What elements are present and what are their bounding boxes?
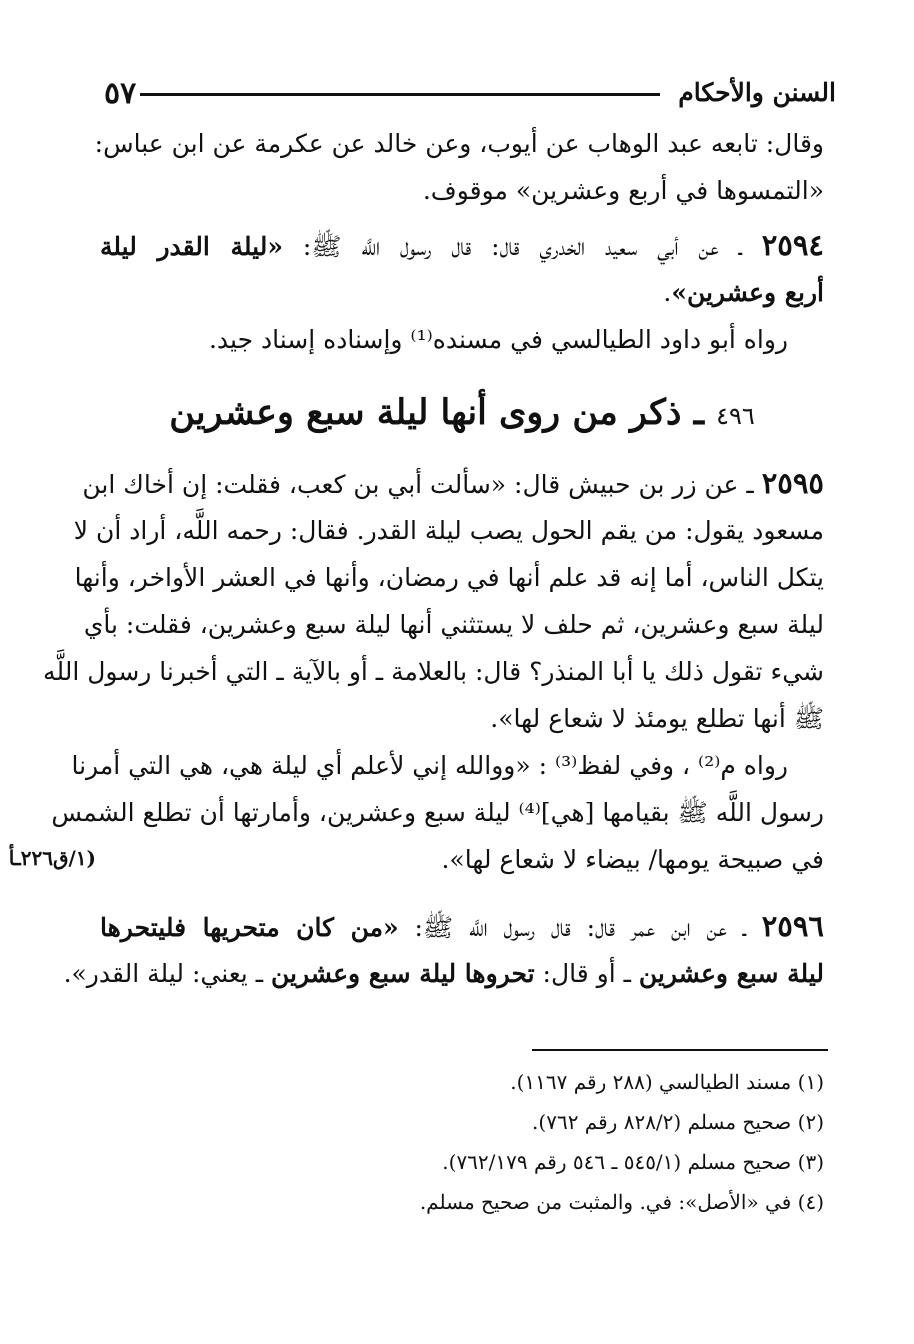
page-number: ٥٧ bbox=[104, 76, 137, 111]
text-line bbox=[100, 269, 824, 316]
hadith-text: ـ عن أبي سعيد الخدري قال: قال رسول اللَّه ﷺ: bbox=[282, 232, 762, 261]
chapter-title: ـ ذكر من روى أنها ليلة سبع وعشرين bbox=[169, 392, 717, 433]
text-line: ﷺ أنها تطلع يومئذ لا شعاع لها». bbox=[490, 704, 824, 733]
hadith-text: . bbox=[663, 278, 672, 307]
takhrij-line: رواه أبو داود الطيالسي في مسنده⁽¹⁾ وإسناده إسناد جيد. bbox=[208, 325, 788, 354]
footnote: (١) مسند الطيالسي (٢٨٨ رقم ١١٦٧). bbox=[510, 1070, 824, 1094]
hadith-number: ٢٥٩٦ bbox=[761, 909, 824, 943]
chapter-number: ٤٩٦ bbox=[716, 402, 755, 430]
text-line: ليلة سبع وعشرين، ثم حلف لا يستثني أنها ليلة سبع وعشرين، فقلت: بأي bbox=[83, 610, 824, 639]
hadith-2594 bbox=[100, 222, 824, 363]
hadith-text: ـ عن زر بن حبيش قال: «سألت أبي بن كعب، فقلت: إن أخاك ابن bbox=[82, 470, 762, 499]
hadith-2596 bbox=[63, 903, 824, 997]
text-line: مسعود يقول: من يقم الحول يصب ليلة القدر. فقال: رحمه اللَّه، أراد أن لا bbox=[73, 516, 824, 545]
hadith-number: ٢٥٩٥ bbox=[761, 466, 824, 500]
running-header bbox=[98, 74, 836, 114]
hadith-matn: «ليلة القدر ليلة bbox=[100, 232, 283, 261]
book-title: السنن والأحكام bbox=[678, 78, 836, 107]
text-line bbox=[100, 903, 824, 950]
hadith-matn: تحروها ليلة سبع وعشرين bbox=[270, 959, 535, 988]
paragraph-continuation bbox=[94, 120, 824, 214]
hadith-matn: أربع وعشرين» bbox=[671, 278, 824, 307]
footnote: (٣) صحيح مسلم (٥٤٥/١ ـ ٥٤٦ رقم ٧٦٢/١٧٩). bbox=[442, 1150, 824, 1174]
text-line bbox=[100, 222, 824, 269]
chapter-heading bbox=[100, 388, 824, 441]
text-line: شيء تقول ذلك يا أبا المنذر؟ قال: بالعلامة ـ أو بالآية ـ التي أخبرنا رسول اللَّه bbox=[43, 657, 824, 686]
text-line: «التمسوها في أربع وعشرين» موقوف. bbox=[422, 176, 824, 205]
footnotes bbox=[420, 1062, 824, 1222]
text-line bbox=[63, 950, 824, 997]
hadith-text: ـ عن ابن عمر قال: قال رسول اللَّه ﷺ: bbox=[398, 913, 762, 942]
text-line: يتكل الناس، أما إنه قد علم أنها في رمضان، وأنها في العشر الأواخر، وأنها bbox=[74, 563, 824, 592]
riwaya-line: رواه م⁽²⁾ ، وفي لفظ⁽³⁾ : «ووالله إني لأعلم أي ليلة هي، هي التي أمرنا bbox=[71, 751, 788, 780]
hadith-matn: ليلة سبع وعشرين bbox=[638, 959, 824, 988]
text-line bbox=[82, 460, 824, 507]
footnote-separator bbox=[532, 1049, 828, 1051]
hadith-matn: «من كان متحريها فليتحرها bbox=[100, 913, 399, 942]
hadith-number: ٢٥٩٤ bbox=[761, 228, 824, 262]
hadith-text: ـ أو قال: bbox=[534, 959, 639, 988]
text-line: وقال: تابعه عبد الوهاب عن أيوب، وعن خالد عن عكرمة عن ابن عباس: bbox=[94, 129, 824, 158]
footnote: (٢) صحيح مسلم (٨٢٨/٢ رقم ٧٦٢). bbox=[532, 1110, 824, 1134]
header-rule bbox=[140, 93, 660, 96]
footnote: (٤) في «الأصل»: في. والمثبت من صحيح مسلم. bbox=[419, 1190, 824, 1214]
hadith-text: ـ يعني: ليلة القدر». bbox=[63, 959, 271, 988]
manuscript-folio-note: (١/ق٢٢٦ـأ bbox=[8, 846, 96, 870]
riwaya-line: في صبيحة يومها/ بيضاء لا شعاع لها». bbox=[441, 845, 824, 874]
riwaya-line: رسول اللَّه ﷺ بقيامها [هي]⁽⁴⁾ ليلة سبع وعشرين، وأمارتها أن تطلع الشمس bbox=[51, 798, 824, 827]
